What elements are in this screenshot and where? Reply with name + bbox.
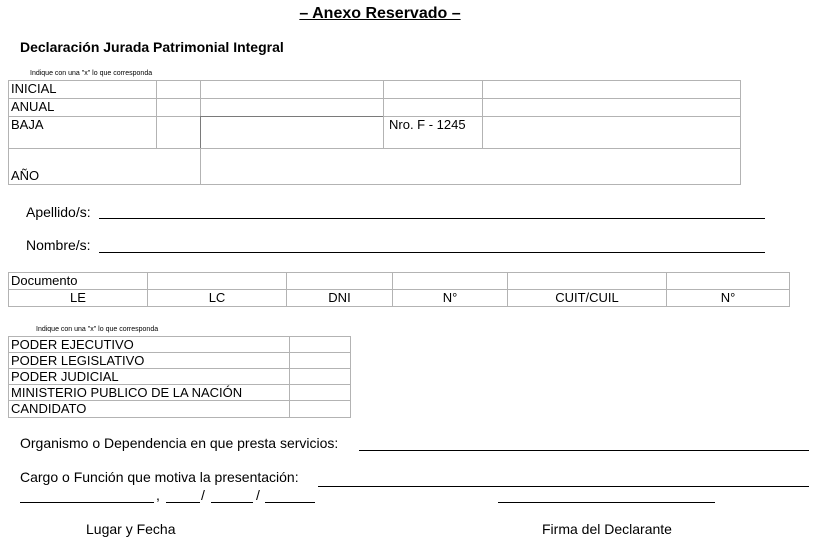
power-ministerio-publico: MINISTERIO PUBLICO DE LA NACIÓN [8, 384, 290, 401]
type-blank-cell [482, 80, 741, 99]
type-blank-cell [200, 80, 384, 99]
signature-field[interactable] [498, 486, 715, 503]
year-field[interactable] [265, 486, 315, 503]
name-field[interactable] [99, 236, 765, 253]
type-checkbox-inicial[interactable] [156, 80, 201, 99]
power-checkbox[interactable] [289, 336, 351, 353]
place-date-label: Lugar y Fecha [86, 521, 176, 537]
document-blank-cell [286, 272, 393, 290]
form-number-label: Nro. F - 1245 [383, 116, 483, 149]
document-col-lc[interactable]: LC [147, 289, 287, 307]
organism-label: Organismo o Dependencia en que presta servicios: [20, 435, 339, 451]
type-blank-cell [482, 98, 741, 117]
type-blank-cell [482, 116, 741, 149]
type-blank-cell [383, 98, 483, 117]
date-separator: , [156, 487, 160, 503]
position-field[interactable] [318, 470, 809, 487]
power-legislativo: PODER LEGISLATIVO [8, 352, 290, 369]
indicator-note-power: Indique con una "x" lo que corresponda [36, 326, 159, 333]
document-blank-cell [666, 272, 790, 290]
signature-label: Firma del Declarante [542, 521, 672, 537]
indicator-note-type: Indique con una "x" lo que corresponda [30, 70, 153, 77]
surname-field[interactable] [99, 202, 765, 219]
type-option-anual: ANUAL [8, 98, 157, 117]
position-label: Cargo o Función que motiva la presentación: [20, 469, 299, 485]
document-blank-cell [507, 272, 667, 290]
document-col-cuit-number[interactable]: N° [666, 289, 790, 307]
power-checkbox[interactable] [289, 384, 351, 401]
type-blank-cell [383, 80, 483, 99]
type-option-baja: BAJA [8, 116, 157, 149]
power-ejecutivo: PODER EJECUTIVO [8, 336, 290, 353]
year-input[interactable] [200, 148, 741, 185]
document-col-cuit-cuil[interactable]: CUIT/CUIL [507, 289, 667, 307]
type-checkbox-baja[interactable] [156, 116, 201, 149]
document-col-le[interactable]: LE [8, 289, 148, 307]
power-judicial: PODER JUDICIAL [8, 368, 290, 385]
year-label: AÑO [8, 148, 201, 185]
day-field[interactable] [166, 486, 200, 503]
power-candidato: CANDIDATO [8, 400, 290, 418]
power-checkbox[interactable] [289, 352, 351, 369]
document-col-number[interactable]: N° [392, 289, 508, 307]
document-blank-cell [147, 272, 287, 290]
organism-field[interactable] [359, 434, 809, 451]
date-separator: / [256, 487, 260, 503]
power-checkbox[interactable] [289, 368, 351, 385]
name-label: Nombre/s: [26, 237, 91, 253]
document-header: Documento [8, 272, 148, 290]
page-title: – Anexo Reservado – [299, 5, 461, 22]
surname-label: Apellido/s: [26, 204, 91, 220]
document-blank-cell [392, 272, 508, 290]
form-number-box [200, 116, 384, 149]
type-checkbox-anual[interactable] [156, 98, 201, 117]
form-subtitle: Declaración Jurada Patrimonial Integral [20, 39, 284, 55]
place-field[interactable] [20, 486, 154, 503]
date-separator: / [201, 487, 205, 503]
document-col-dni[interactable]: DNI [286, 289, 393, 307]
type-blank-cell [200, 98, 384, 117]
month-field[interactable] [211, 486, 253, 503]
type-option-inicial: INICIAL [8, 80, 157, 99]
power-checkbox[interactable] [289, 400, 351, 418]
